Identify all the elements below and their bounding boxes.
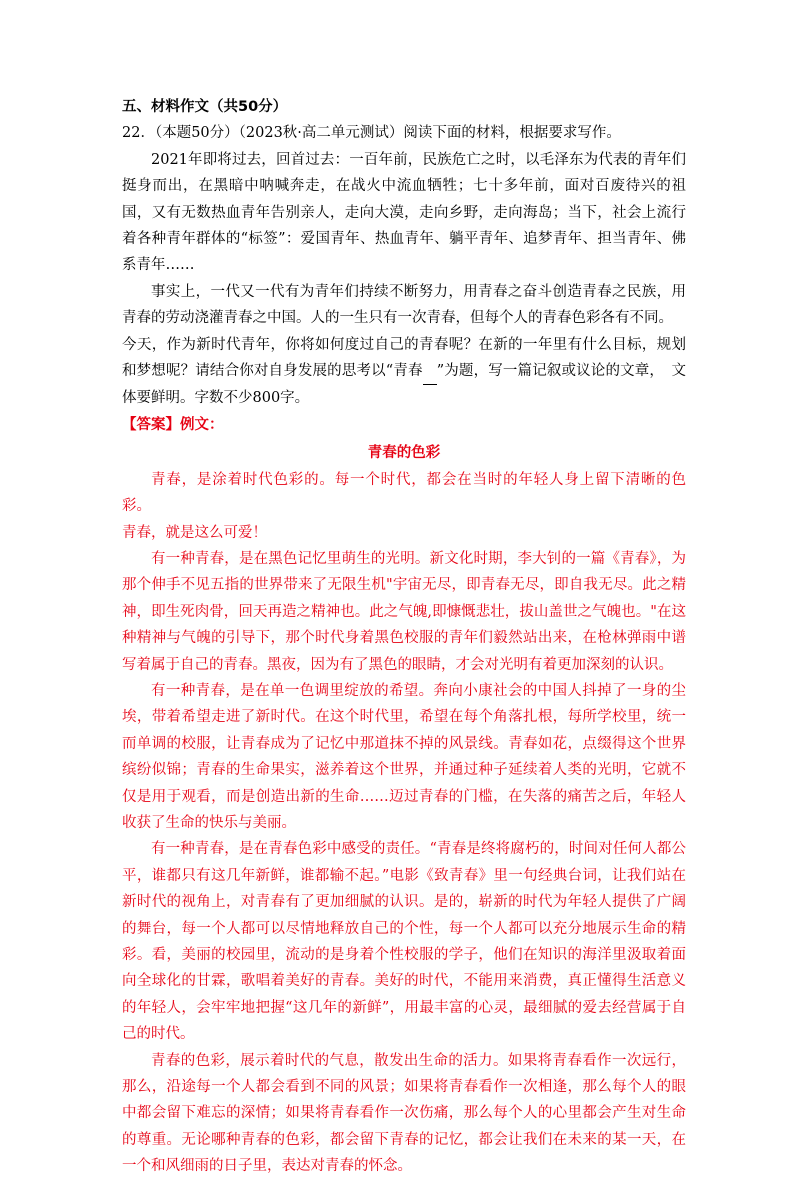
writing-prompt [122, 332, 686, 412]
essay-title: 青春的色彩 [367, 445, 441, 462]
question-number: 22． [122, 125, 155, 142]
writing-prompt-part-1: 今天，作为新时代青年，你将如何度过自己的青春呢？在新的一年里有什么目标，规划和梦想呢？请结合你对自身发展的思考以“青春 [122, 336, 686, 380]
question-header [122, 120, 686, 146]
essay-paragraph-6: 青春的色彩，展示着时代的气息，散发出生命的活力。如果将青春看作一次远行，那么，沿途每一个人都会看到不同的风景；如果将青春看作一次相逢，那么每个人的眼中都会留下难忘的深情；如果将青春看作一次伤痛，那么每个人的心里都会产生对生命的尊重。无论哪种青春的色彩，都会留下青春的记忆，都会让我们在未来的某一天，在一个和风细雨的日子里，表达对青春的怀念。 [122, 1052, 686, 1175]
writing-prompt-part-2: ”为题，写一篇记叙或议论的文章， 文体要鲜明。字数不少800字。 [122, 363, 686, 407]
section-title: 五、材料作文（共50分） [122, 99, 288, 115]
title-blank [423, 358, 437, 385]
essay-paragraph-3: 有一种青春，是在黑色记忆里萌生的光明。新文化时期，李大钊的一篇《青春》，为那个伸手不见五指的世界带来了无限生机"宇宙无尽，即青春无尽，即自我无尽。此之精神，即生死肉骨，回天再造之精神也。此之气魄,即慷慨悲壮，拔山盖世之气魄也。"在这种精神与气魄的引导下，那个时代身着黑色校服的青年们毅然站出来，在枪林弹雨中谱写着属于自己的青春。黑夜，因为有了黑色的眼睛，才会对光明有着更加深刻的认识。 [122, 550, 686, 673]
material-paragraph-2: 事实上，一代又一代有为青年们持续不断努力，用青春之奋斗创造青春之民族，用青春的劳动浇灌青春之中国。人的一生只有一次青春，但每个人的青春色彩各有不同。 [122, 283, 686, 327]
essay-paragraph-1: 青春，是涂着时代色彩的。每一个时代，都会在当时的年轻人身上留下清晰的色彩。 [122, 471, 686, 515]
material-paragraph-1: 2021年即将过去，回首过去：一百年前，民族危亡之时，以毛泽东为代表的青年们挺身而出，在黑暗中呐喊奔走，在战火中流血牺牲；七十多年前，面对百废待兴的祖国，又有无数热血青年告别亲人，走向大漠，走向乡野，走向海岛；当下，社会上流行着各种青年群体的“标签”：爱国青年、热血青年、躺平青年、追梦青年、担当青年、佛系青年…… [122, 151, 686, 274]
answer-label: 【答案】例文： [122, 416, 224, 433]
essay-paragraph-4: 有一种青春，是在单一色调里绽放的希望。奔向小康社会的中国人抖掉了一身的尘埃，带着希望走进了新时代。在这个时代里，希望在每个角落扎根，每所学校里，统一而单调的校服，让青春成为了记忆中那道抹不掉的风景线。青春如花，点缀得这个世界缤纷似锦；青春的生命果实，滋养着这个世界，并通过种子延续着人类的光明，它就不仅是用于观看，而是创造出新的生命……迈过青春的门槛，在失落的痛苦之后，年轻人收获了生命的快乐与美丽。 [122, 682, 686, 831]
question-meta: （本题50分）（2023秋·高二单元测试）阅读下面的材料，根据要求写作。 [154, 125, 621, 142]
essay-paragraph-5: 有一种青春，是在青春色彩中感受的责任。“青春是终将腐朽的，时间对任何人都公平，谁都只有这几年新鲜，谁都输不起。”电影《致青春》里一句经典台词，让我们站在新时代的视角上，对青春有了更加细腻的认识。是的，崭新的时代为年轻人提供了广阔的舞台，每一个人都可以尽情地释放自己的个性，每一个人都可以充分地展示生命的精彩。看，美丽的校园里，流动的是身着个性校服的学子，他们在知识的海洋里汲取着面向全球化的甘霖，歌唱着美好的青春。美好的时代，不能用来消费，真正懂得生活意义的年轻人，会牢牢地把握“这几年的新鲜”，用最丰富的心灵，最细腻的爱去经营属于自己的时代。 [122, 841, 686, 1043]
document-content [122, 94, 686, 1180]
essay-paragraph-2: 青春，就是这么可爱！ [122, 524, 267, 541]
